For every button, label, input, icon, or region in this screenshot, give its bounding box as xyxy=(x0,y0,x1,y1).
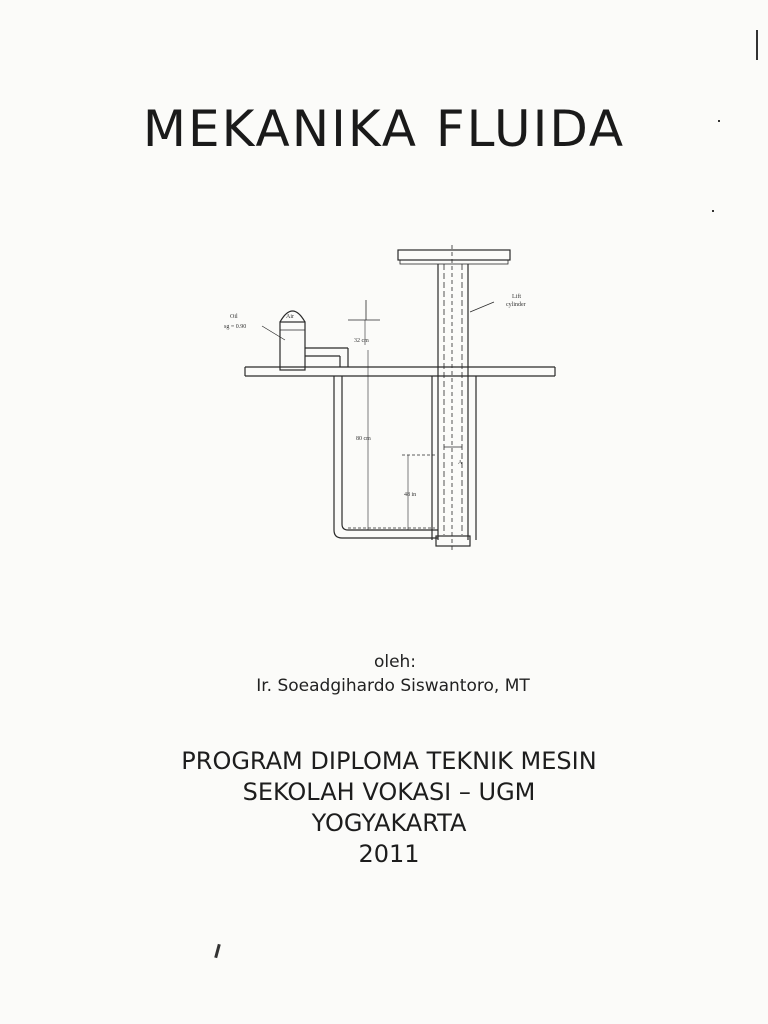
oil-tank xyxy=(280,322,305,370)
author-block xyxy=(0,652,768,696)
label-air: Air xyxy=(286,314,294,320)
label-point-a: A xyxy=(458,460,463,466)
scan-mark-bottom xyxy=(214,944,221,958)
label-cylinder-2: cylinder xyxy=(506,302,526,308)
label-48-in: 48 in xyxy=(404,492,417,498)
document-title: MEKANIKA FLUIDA xyxy=(142,100,626,158)
school-line: SEKOLAH VOKASI – UGM xyxy=(242,778,536,806)
cylinder-leader xyxy=(470,302,494,312)
scan-speck xyxy=(718,120,720,122)
manometer-svg xyxy=(224,240,560,560)
label-sg: sg = 0.90 xyxy=(224,324,247,330)
by-label: oleh: xyxy=(373,652,417,672)
cylinder-top-plate-base xyxy=(400,260,508,264)
city-line: YOGYAKARTA xyxy=(311,809,467,837)
label-80-cm: 80 cm xyxy=(356,436,371,442)
label-cylinder-1: Lift xyxy=(512,294,521,300)
program-line: PROGRAM DIPLOMA TEKNIK MESIN xyxy=(181,747,597,775)
label-32-cm: 32 cm xyxy=(354,338,369,344)
u-tube-bottom-outer xyxy=(334,530,438,538)
cylinder-top-plate xyxy=(398,250,510,260)
cylinder-bottom xyxy=(436,536,470,546)
scan-speck xyxy=(712,210,714,212)
oil-leader xyxy=(262,326,285,340)
u-tube-bottom-inner xyxy=(342,524,438,530)
label-oil: Oil xyxy=(230,314,238,320)
author-name: Ir. Soeadgihardo Siswantoro, MT xyxy=(256,676,530,696)
institution-block xyxy=(0,746,768,870)
year-line: 2011 xyxy=(358,840,420,868)
scan-mark-top-right xyxy=(756,30,758,60)
manometer-diagram xyxy=(224,240,560,560)
